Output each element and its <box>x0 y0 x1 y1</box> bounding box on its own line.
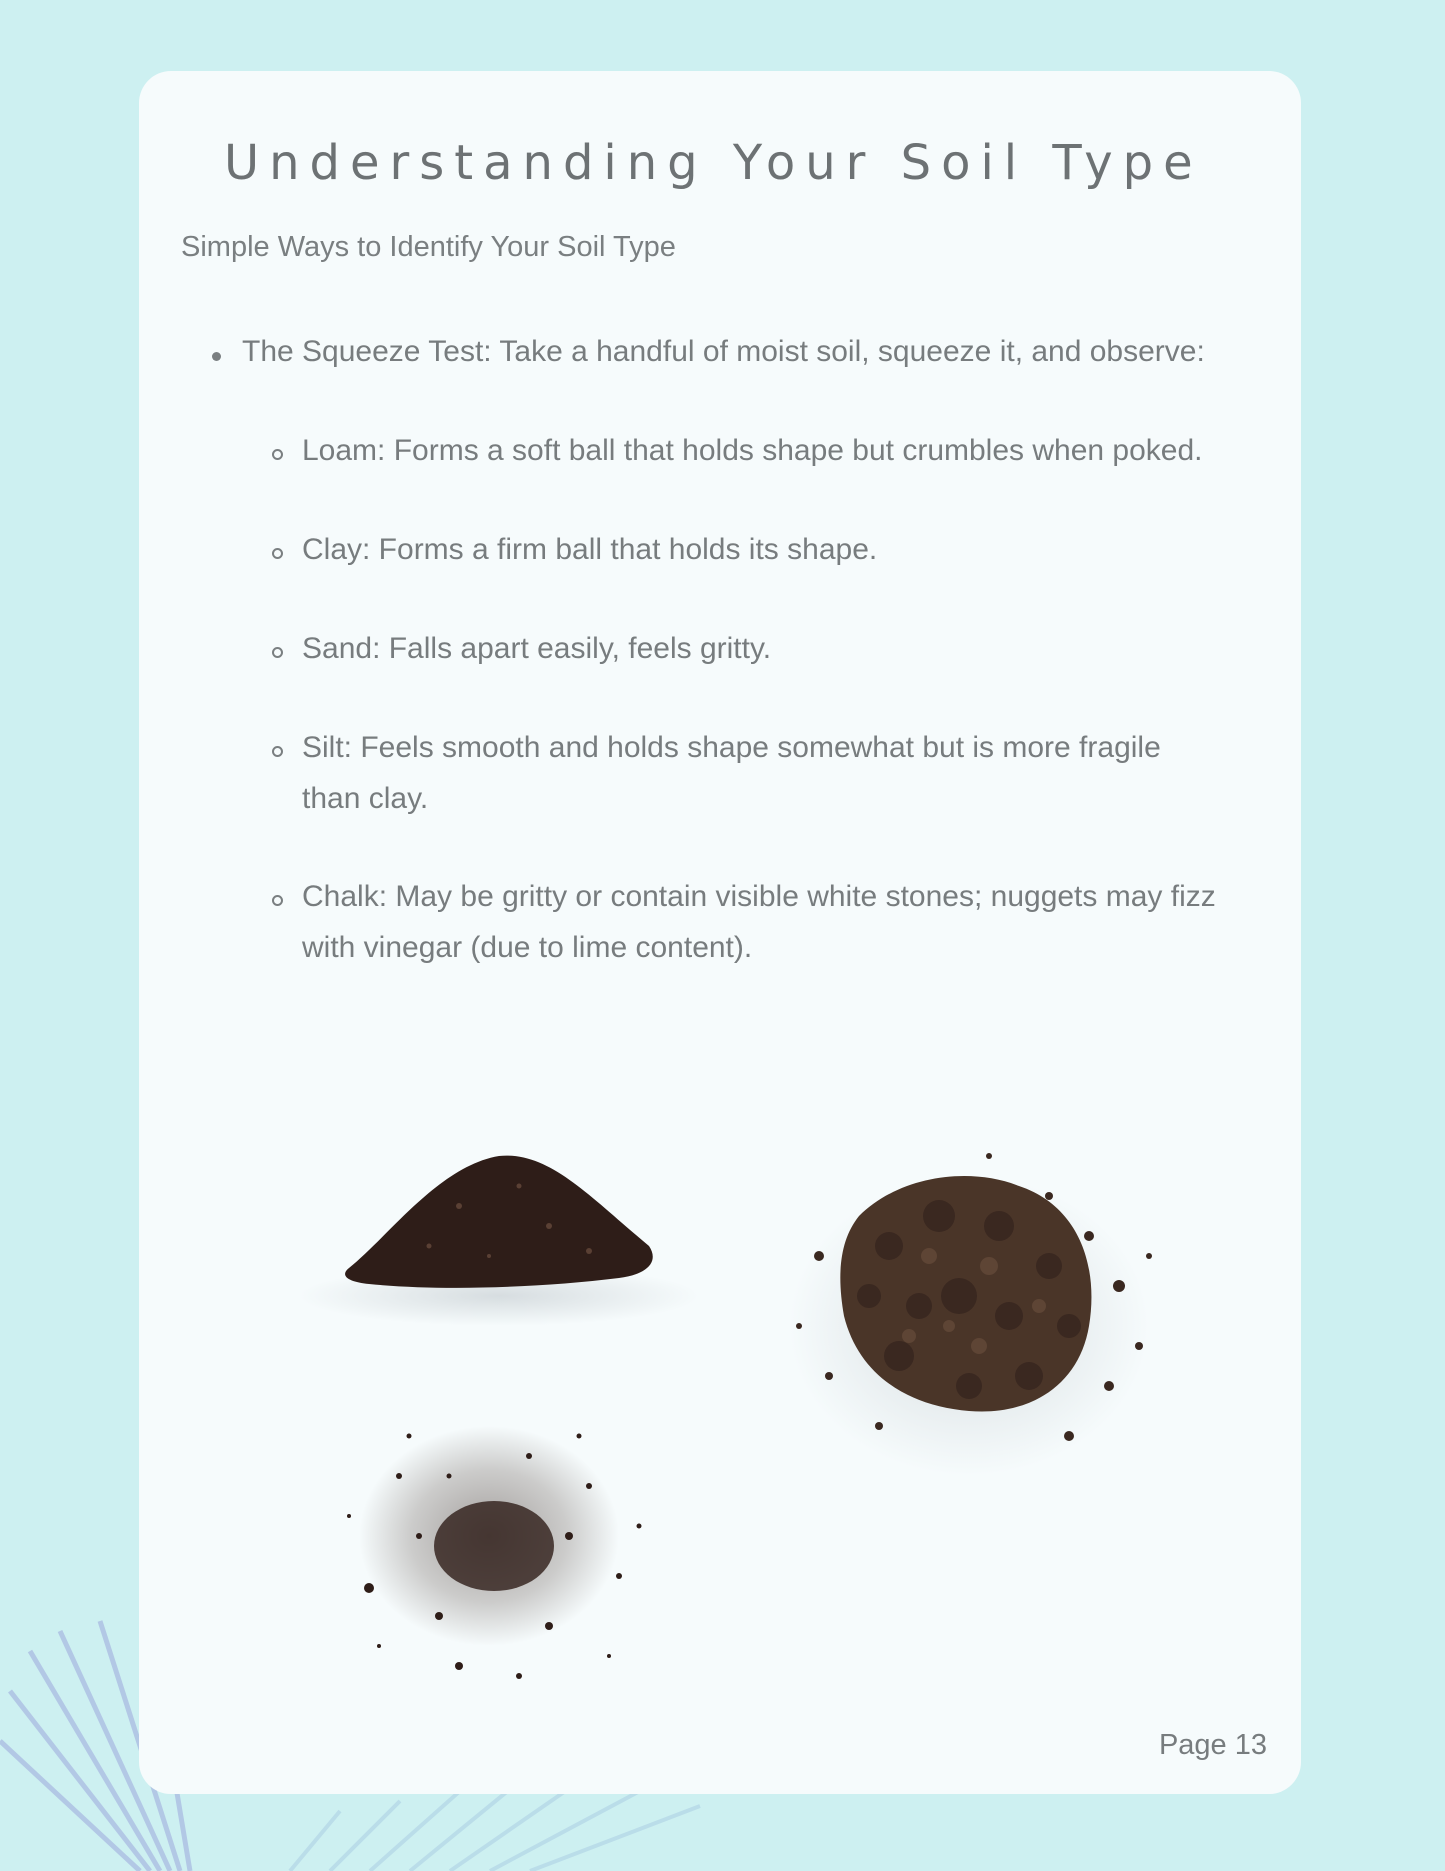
page-subtitle: Simple Ways to Identify Your Soil Type <box>181 231 676 263</box>
list-item-text: The Squeeze Test: Take a handful of moist soil, squeeze it, and observe: <box>242 335 1205 368</box>
sub-item-text: Clay: Forms a firm ball that holds its shape. <box>302 533 878 566</box>
bullet-circle <box>272 871 283 922</box>
sub-item-clay <box>302 524 1222 575</box>
bullet-circle <box>272 524 283 575</box>
sub-item-text: Silt: Feels smooth and holds shape somewhat but is more fragile than clay. <box>302 731 1161 815</box>
sub-item-text: Loam: Forms a soft ball that holds shape but crumbles when poked. <box>302 434 1203 467</box>
bullet-circle <box>272 425 283 476</box>
bullet-circle <box>272 623 283 674</box>
bullet-circle <box>272 722 283 773</box>
sub-item-text: Sand: Falls apart easily, feels gritty. <box>302 632 772 665</box>
sub-item-chalk <box>302 871 1222 973</box>
sub-item-loam <box>302 425 1222 476</box>
page-number: Page 13 <box>1158 1729 1267 1761</box>
soil-clumps <box>789 1153 1152 1476</box>
soil-samples-image <box>289 1056 1289 1756</box>
bullet-dot <box>212 326 221 377</box>
sub-item-text: Chalk: May be gritty or contain visible white stones; nuggets may fizz with vinegar (due to lime content). <box>302 880 1216 964</box>
page-title: Understanding Your Soil Type <box>224 135 1203 191</box>
list-item-squeeze-test <box>242 326 1242 377</box>
soil-scatter <box>347 1426 642 1679</box>
soil-mound <box>299 1156 699 1326</box>
page-card <box>139 71 1301 1794</box>
sub-item-sand <box>302 623 1222 674</box>
sub-item-silt <box>302 722 1222 824</box>
